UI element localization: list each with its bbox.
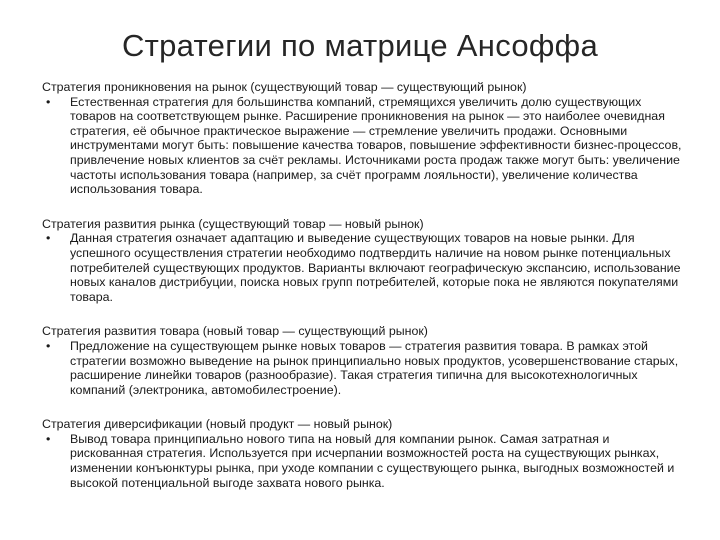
section-product-development [42, 324, 682, 397]
section-market-penetration [42, 80, 682, 197]
bullet-text: Данная стратегия означает адаптацию и выведение существующих товаров на новые рынки. Для успешного осуществления стратегии необходимо подтвердить наличие на новом рынке потенциальных потребителей существующих продуктов. Варианты включают географическую экспансию, использование новых каналов дистрибуции, поиска новых групп потребителей, которые пока не являются покупателями товара. [70, 231, 681, 304]
section-heading: Стратегия проникновения на рынок (существующий товар — существующий рынок) [42, 80, 527, 94]
bullet-item [42, 339, 682, 397]
section-heading: Стратегия развития рынка (существующий товар — новый рынок) [42, 216, 424, 231]
section-diversification [42, 417, 682, 490]
bullet-icon: • [46, 338, 51, 353]
bullet-icon: • [46, 231, 51, 246]
section-market-development [42, 217, 682, 305]
section-heading: Стратегия диверсификации (новый продукт — новый рынок) [42, 417, 393, 432]
slide-title: Стратегии по матрице Ансоффа [121, 28, 599, 63]
bullet-text: Вывод товара принципиально нового типа на новый для компании рынок. Самая затратная и рискованная стратегия. Используется при исчерпании возможностей роста на существующих рынках, изменении конъюнктуры рынка, при уходе компании с существующего рынка, выгодных возможностей и высокой потенциальной выгоде захвата нового рынка. [70, 431, 675, 490]
bullet-item [42, 95, 682, 197]
bullet-item [42, 231, 682, 304]
bullet-text: Естественная стратегия для большинства компаний, стремящихся увеличить долю существующих товаров на соответствующем рынке. Расширение проникновения на рынок — это наиболее очевидная стратегия, её обычное практическое выражение — стремление увеличить продажи. Основными инструментами могут быть: повышение качества товаров, повышение эффективности бизнес-процессов, привлечение новых клиентов за счёт рекламы. Источниками роста продаж также могут быть: увеличение частоты использования товара (например, за счёт программ лояльности), увеличение количества использования товара. [70, 94, 682, 197]
bullet-icon: • [46, 94, 51, 109]
bullet-item [42, 432, 682, 490]
section-heading: Стратегия развития товара (новый товар — существующий рынок) [42, 324, 428, 339]
bullet-icon: • [46, 431, 51, 446]
slide-content [42, 80, 682, 490]
bullet-text: Предложение на существующем рынке новых товаров — стратегия развития товара. В рамках этой стратегии возможно выведение на рынок принципиально новых продуктов, усовершенствование старых, расширение линейки товаров (разнообразие). Такая стратегия типична для высокотехнологичных компаний (электроника, автомобилестроение). [70, 338, 679, 397]
